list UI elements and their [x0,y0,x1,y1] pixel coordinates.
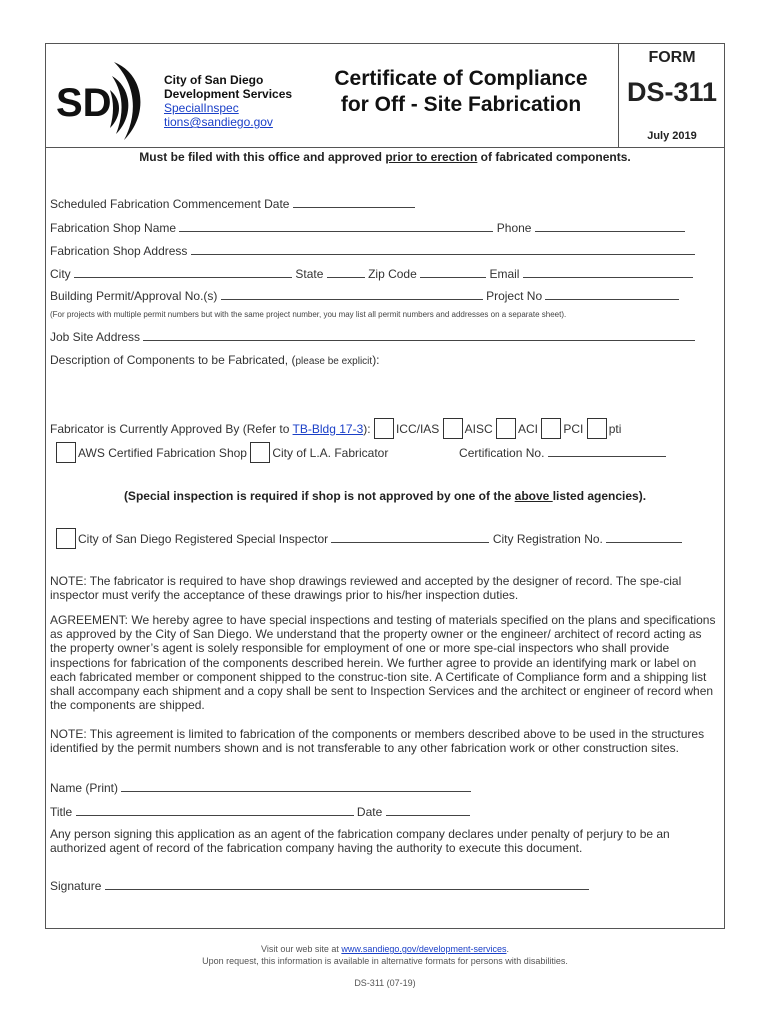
footer-visit: Visit our web site at www.sandiego.gov/development-services. [261,944,509,954]
form-number: DS-311 [626,77,718,107]
inspector-field[interactable] [331,532,489,543]
email-field[interactable] [523,267,693,278]
title-line2: for Off - Site Fabrication [340,93,582,116]
city-logo [54,54,154,144]
org-line2: Development Services [164,87,293,101]
org-email-link-2[interactable]: tions@sandiego.gov [164,115,273,129]
aws-row: AWS Certified Fabrication Shop City of L.A. Fabricator Certification No. [56,442,666,463]
title-date-row: Title Date [50,805,470,819]
inspector-row: City of San Diego Registered Special Inspector City Registration No. [56,528,682,549]
note-shop-drawings: NOTE: The fabricator is required to have shop drawings reviewed and accepted by the designer of record. The spe-cial inspector must verify the acceptance of these drawings prior to his/her inspection duties. [50,574,682,603]
title-line1: Certificate of Compliance [334,67,588,90]
filing-notice-underlined: prior to erection [385,150,478,164]
aisc-checkbox[interactable] [443,418,463,439]
date-field[interactable] [386,805,470,816]
commencement-date-row: Scheduled Fabrication Commencement Date [50,197,415,211]
state-field[interactable] [327,267,365,278]
approval-row: Fabricator is Currently Approved By (Refer to TB-Bldg 17-3): ICC/IAS AISC ACI PCI pti [50,418,621,439]
project-field[interactable] [545,289,679,300]
filing-notice: Must be filed with this office and approved prior to erection of fabricated components. [139,150,631,164]
org-line1: City of San Diego [164,73,264,87]
name-row: Name (Print) [50,781,471,795]
shop-name-row: Fabrication Shop Name Phone [50,221,685,235]
shop-name-field[interactable] [179,221,493,232]
note-limitation: NOTE: This agreement is limited to fabrication of the components or members described above to be used in the structures identified by the permit numbers shown and is not transferable to any other fabrication work or other construction sites. [50,727,705,756]
footer-request: Upon request, this information is available in alternative formats for persons with disabilities. [202,956,568,966]
icc-ias-checkbox[interactable] [374,418,394,439]
commencement-date-field[interactable] [293,197,415,208]
title-field[interactable] [76,805,354,816]
description-field[interactable] [50,370,720,414]
description-row: Description of Components to be Fabricated, (please be explicit): [50,353,380,367]
special-inspector-checkbox[interactable] [56,528,76,549]
permit-field[interactable] [221,289,483,300]
aci-checkbox[interactable] [496,418,516,439]
certification-field[interactable] [548,446,666,457]
job-site-field[interactable] [143,330,695,341]
zip-field[interactable] [420,267,486,278]
form-container [45,43,725,929]
aws-checkbox[interactable] [56,442,76,463]
declaration-paragraph: Any person signing this application as an agent of the fabrication company declares under penalty of perjury to be an authorized agent of record of the fabrication company having the authority to execute this document. [50,827,670,856]
form-title [306,66,616,118]
tb-bldg-link[interactable]: TB-Bldg 17-3 [292,422,364,436]
form-label: FORM [648,49,696,66]
job-site-row: Job Site Address [50,330,695,344]
city-state-row: City State Zip Code Email [50,267,693,281]
org-email-link[interactable]: SpecialInspec [164,101,239,115]
signature-field[interactable] [105,879,589,890]
form-header [46,44,724,148]
form-id-column [618,44,725,147]
signature-row: Signature [50,879,589,893]
la-fabricator-checkbox[interactable] [250,442,270,463]
phone-field[interactable] [535,221,685,232]
shop-address-field[interactable] [191,244,695,255]
permit-row: Building Permit/Approval No.(s) Project No [50,289,679,303]
special-inspection-notice: (Special inspection is required if shop is not approved by one of the above listed agencies). [123,489,647,503]
agreement-paragraph: AGREEMENT: We hereby agree to have special inspections and testing of materials specified on the plans and specifications as approved by the City of San Diego. We understand that the property owner or the engineer/ architect of record acting as the property owner’s agent is solely responsible for employment of one or more spe-cial inspectors who shall provide inspections for fabrication of the components described herein. We further agree to provide an identifying mark or label on each fabricated member or component shipped to the construc-tion site. A Certificate of Compliance form and a shipping list shall accompany each shipment and a copy shall be sent to Inspection Services and the architect or engineer of record when the components are shipped. [50,613,716,713]
pci-checkbox[interactable] [541,418,561,439]
logo-text: SD [56,81,112,125]
shop-address-row: Fabrication Shop Address [50,244,695,258]
website-link[interactable]: www.sandiego.gov/development-services [341,944,507,954]
organization-block [164,73,292,129]
name-field[interactable] [121,781,471,792]
permit-note: (For projects with multiple permit numbers but with the same project number, you may list all permit numbers and addresses on a separate sheet). [50,310,567,319]
footer-form-code: DS-311 (07-19) [354,978,416,988]
registration-field[interactable] [606,532,682,543]
form-date: July 2019 [647,130,697,142]
city-field[interactable] [74,267,292,278]
pti-checkbox[interactable] [587,418,607,439]
